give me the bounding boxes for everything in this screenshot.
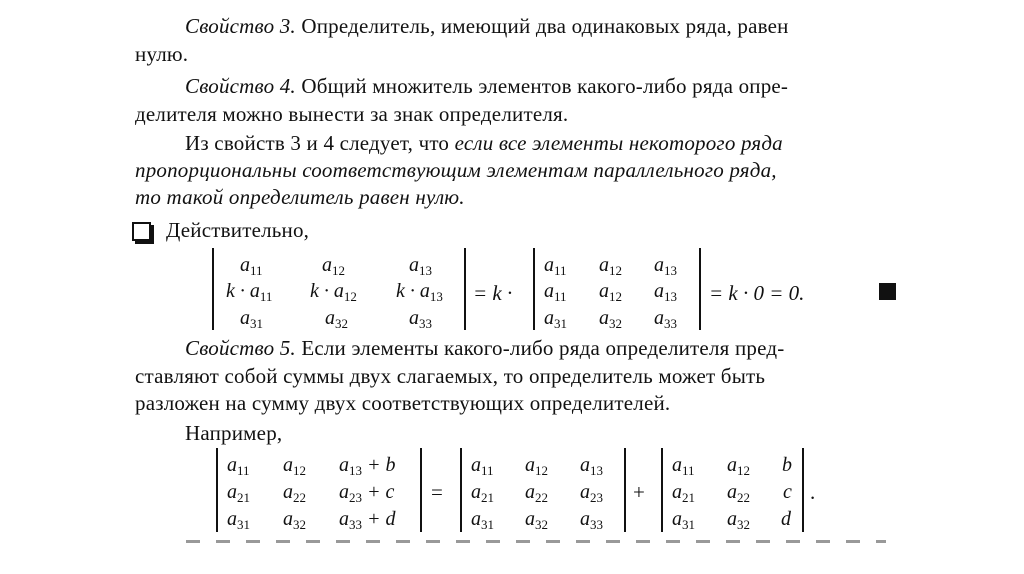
consequence-line-2: пропорциональны соответствующим элементам параллельного ряда, <box>135 158 777 182</box>
det3-a22: $a_{22}$ <box>283 481 306 505</box>
property-3-line-1 <box>185 14 789 39</box>
det3-d-term: + d <box>367 508 396 530</box>
det1-ka11: $k \cdot a_{11}$ <box>226 280 273 304</box>
consequence-italic: если все элементы некоторого ряда <box>454 131 783 155</box>
det3-right-bar <box>420 448 422 532</box>
det2-a31: $a_{31}$ <box>544 307 567 331</box>
det1-a11: $a_{11}$ <box>240 254 263 278</box>
det2-a32: $a_{32}$ <box>599 307 622 331</box>
det4-a11: $a_{11}$ <box>471 454 494 478</box>
det2-a13-row2: $a_{13}$ <box>654 280 677 304</box>
det1-right-bar <box>464 248 466 330</box>
det5-right-bar <box>802 448 804 532</box>
property-5-title: Свойство 5. <box>185 336 296 360</box>
det3-a33d: $a_{33} + d$ <box>339 508 396 532</box>
property-4-text: Общий множитель элементов какого-либо ряда опре- <box>295 74 789 98</box>
det1-ka12: $k \cdot a_{12}$ <box>310 280 357 304</box>
property-5-line-3: разложен на сумму двух соответствующих определителей. <box>135 391 671 415</box>
det3-b-term: + b <box>367 454 396 476</box>
det3-a21: $a_{21}$ <box>227 481 250 505</box>
det5-left-bar <box>661 448 663 532</box>
det3-a13b: $a_{13} + b$ <box>339 454 396 478</box>
det2-a11-row2: $a_{11}$ <box>544 280 567 304</box>
det1-a12: $a_{12}$ <box>322 254 345 278</box>
property-5-line-2: ставляют собой суммы двух слагаемых, то определитель может быть <box>135 364 766 388</box>
det4-a12: $a_{12}$ <box>525 454 548 478</box>
property-3-line-2: нулю. <box>135 42 189 66</box>
property-4-line-1 <box>185 74 788 99</box>
plus-operator: + <box>633 480 645 504</box>
det3-a12: $a_{12}$ <box>283 454 306 478</box>
open-square-icon <box>132 222 151 241</box>
det3-c-term: + c <box>367 481 395 503</box>
property-5-text: Если элементы какого-либо ряда определителя пред- <box>295 336 785 360</box>
final-period: . <box>810 480 816 504</box>
det1-a33: $a_{33}$ <box>409 307 432 331</box>
consequence-line-1 <box>185 131 783 156</box>
filled-square-icon <box>879 283 896 300</box>
det5-a11: $a_{11}$ <box>672 454 695 478</box>
det2-a13: $a_{13}$ <box>654 254 677 278</box>
det2-right-bar <box>699 248 701 330</box>
det4-a33: $a_{33}$ <box>580 508 603 532</box>
det1-a31: $a_{31}$ <box>240 307 263 331</box>
property-3-text: Определитель, имеющий два одинаковых ряда, равен <box>295 14 789 38</box>
det4-left-bar <box>460 448 462 532</box>
det3-left-bar <box>216 448 218 532</box>
det3-a31: $a_{31}$ <box>227 508 250 532</box>
det3-a32: $a_{32}$ <box>283 508 306 532</box>
det1-left-bar <box>212 248 214 330</box>
det4-right-bar <box>624 448 626 532</box>
cropped-next-line <box>186 540 886 543</box>
equals-operator: = <box>431 480 443 504</box>
consequence-line-3: то такой определитель равен нулю. <box>135 185 465 209</box>
det1-a32: $a_{32}$ <box>325 307 348 331</box>
det1-a13: $a_{13}$ <box>409 254 432 278</box>
det5-a32: $a_{32}$ <box>727 508 750 532</box>
det5-a12: $a_{12}$ <box>727 454 750 478</box>
det2-left-bar <box>533 248 535 330</box>
det4-a23: $a_{23}$ <box>580 481 603 505</box>
det2-a12-row2: $a_{12}$ <box>599 280 622 304</box>
det4-a31: $a_{31}$ <box>471 508 494 532</box>
det4-a22: $a_{22}$ <box>525 481 548 505</box>
property-5-line-1 <box>185 336 784 361</box>
det5-d: d <box>781 508 791 530</box>
det1-ka13: $k \cdot a_{13}$ <box>396 280 443 304</box>
det5-a22: $a_{22}$ <box>727 481 750 505</box>
det4-a32: $a_{32}$ <box>525 508 548 532</box>
det5-a21: $a_{21}$ <box>672 481 695 505</box>
consequence-intro: Из свойств 3 и 4 следует, что <box>185 131 455 155</box>
det3-a23c: $a_{23} + c$ <box>339 481 395 505</box>
indeed-text: Действительно, <box>166 218 310 242</box>
equals-k-operator: = k · <box>473 281 513 305</box>
property-4-line-2: делителя можно вынести за знак определителя. <box>135 102 569 126</box>
det4-a13: $a_{13}$ <box>580 454 603 478</box>
det5-c: c <box>783 481 792 503</box>
property-4-title: Свойство 4. <box>185 74 296 98</box>
property-3-title: Свойство 3. <box>185 14 296 38</box>
det4-a21: $a_{21}$ <box>471 481 494 505</box>
example-label: Например, <box>185 421 283 445</box>
det3-a11: $a_{11}$ <box>227 454 250 478</box>
det5-a31: $a_{31}$ <box>672 508 695 532</box>
det2-a33: $a_{33}$ <box>654 307 677 331</box>
det2-a11: $a_{11}$ <box>544 254 567 278</box>
det5-b: b <box>782 454 792 476</box>
det2-a12: $a_{12}$ <box>599 254 622 278</box>
result-expression: = k · 0 = 0. <box>709 281 805 305</box>
